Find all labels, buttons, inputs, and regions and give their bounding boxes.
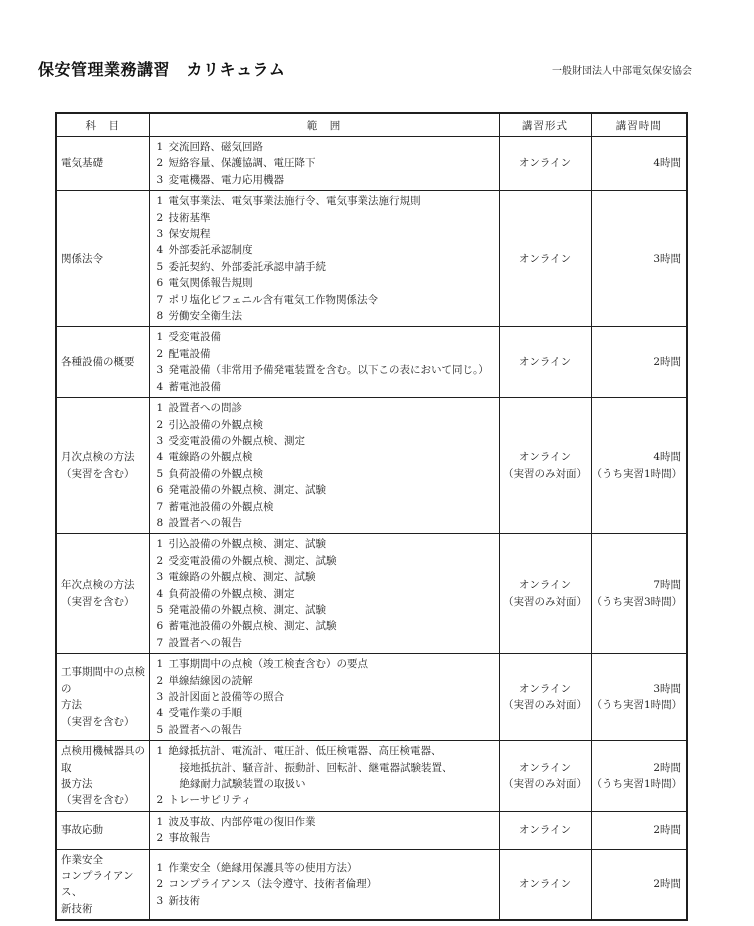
scope-item-line: 負荷設備の外観点検 [168,467,263,480]
scope-item-line: 交流回路、磁気回路 [168,141,263,153]
scope-item-text [169,876,496,892]
scope-item-line: 設置者への報告 [168,636,242,649]
scope-item [150,346,496,362]
scope-item-number: 1 [156,141,164,153]
scope-item-number: 3 [156,228,164,241]
scope-item-number: 2 [156,347,164,360]
scope-item [150,673,496,689]
scope-item-number: 4 [156,244,164,257]
subject-line: 事故応動 [61,824,103,837]
scope-cell [149,811,499,849]
scope-item [150,292,496,308]
scope-item-number: 1 [156,402,164,415]
scope-item-text [169,433,496,449]
scope-item-line: 発電設備（非常用予備発電装置を含む。以下この表において同じ。） [168,364,489,377]
scope-item-line: 設置者への問診 [168,402,242,415]
format-line: オンライン [518,682,572,695]
scope-item [150,830,496,846]
scope-item-line: 絶縁抵抗計、電流計、電圧計、低圧検電器、高圧検電器、 [168,745,442,758]
subject-line: 関係法令 [61,252,103,265]
scope-item-number: 2 [156,674,164,687]
subject-cell [56,191,149,327]
scope-item-number: 3 [156,173,164,186]
scope-item-text [169,602,496,618]
scope-item [150,722,496,738]
scope-item-line: 技術基準 [168,211,211,224]
scope-item [150,689,496,705]
table-row [56,137,687,191]
subject-line: （実習を含む） [61,794,135,807]
scope-item-number: 3 [156,364,164,377]
subject-cell [56,327,149,398]
format-line: オンライン [518,761,572,774]
scope-item-number: 5 [156,603,164,616]
scope-item [150,602,496,618]
scope-item [150,482,496,498]
scope-item [150,308,496,324]
scope-item-line: 単線結線図の読解 [168,674,253,687]
scope-item-number: 1 [156,658,164,671]
scope-item-number: 1 [156,331,164,344]
scope-item-line: 変電機器、電力応用機器 [168,173,284,186]
scope-item [150,466,496,482]
curriculum-table-body [56,137,687,921]
scope-item-number: 6 [156,277,164,290]
scope-item-line: 受電作業の手順 [168,707,242,720]
scope-item-line: 工事期間中の点検（竣工検査含む）の要点 [168,658,368,671]
scope-item-number: 2 [156,554,164,567]
scope-item-text [169,635,496,651]
scope-item-line: 電線路の外観点検 [168,451,253,464]
table-row [56,741,687,812]
hours-line: （うち実習1時間） [591,699,683,712]
scope-cell [149,654,499,741]
scope-item-line: 負荷設備の外観点検、測定 [168,587,295,600]
table-row [56,398,687,534]
scope-item-line: 受変電設備の外観点検、測定、試験 [168,554,337,567]
scope-item [150,210,496,226]
scope-item-line: 電気事業法、電気事業法施行令、電気事業法施行規則 [168,195,421,208]
scope-item-text [169,193,496,209]
hours-cell [591,327,687,398]
format-cell [499,811,591,849]
scope-item-line: 設置者への報告 [168,516,242,529]
scope-item-text [169,499,496,515]
curriculum-table [55,112,688,921]
scope-item-line: 受変電設備の外観点検、測定 [168,434,305,447]
scope-item-number: 3 [156,571,164,584]
scope-item [150,433,496,449]
scope-item-number: 2 [156,832,164,845]
scope-item [150,586,496,602]
scope-item-line: 蓄電池設備の外観点検、測定、試験 [168,620,337,633]
scope-item [150,656,496,672]
scope-item [150,635,496,651]
scope-item [150,155,496,171]
hours-line: 3時間 [653,682,681,695]
scope-item-text [169,329,496,345]
scope-item-number: 3 [156,691,164,703]
format-line: （実習のみ対面） [503,595,587,608]
scope-item [150,417,496,433]
subject-line: 扱方法 [61,778,93,791]
scope-item-number: 2 [156,157,164,170]
scope-item-text [169,292,496,308]
subject-cell [56,534,149,654]
scope-item-line: 発電設備の外観点検、測定、試験 [168,603,326,616]
hours-cell [591,654,687,741]
scope-item-number: 4 [156,707,164,720]
table-row [56,849,687,920]
scope-cell [149,534,499,654]
page-title: 保安管理業務講習 カリキュラム [38,60,286,79]
scope-item [150,259,496,275]
scope-item-number: 2 [156,878,164,891]
scope-cell [149,849,499,920]
scope-item-line: 事故報告 [168,832,211,845]
scope-item-text [169,673,496,689]
subject-line: 年次点検の方法 [61,579,135,592]
subject-line: （実習を含む） [61,715,135,728]
scope-item-line: 発電設備の外観点検、測定、試験 [168,484,326,497]
scope-item-text [169,417,496,433]
scope-item [150,499,496,515]
scope-item-line: 電気関係報告規則 [168,277,253,290]
subject-line: 方法 [61,699,82,712]
subject-line: （実習を含む） [61,467,135,480]
scope-item-text [169,259,496,275]
column-header-hours: 講習時間 [591,113,687,137]
hours-line: 2時間 [653,878,681,891]
scope-item-number: 2 [156,211,164,224]
scope-item-line: 設計図面と設備等の照合 [168,691,284,703]
scope-item-line: 蓄電池設備 [168,380,221,393]
scope-item-line: 電線路の外観点検、測定、試験 [168,571,316,584]
format-cell [499,654,591,741]
column-header-subject: 科 目 [56,113,149,137]
scope-item [150,193,496,209]
scope-item-text [169,346,496,362]
scope-item-number: 7 [156,500,164,513]
scope-item-line: 保安規程 [168,228,211,241]
subject-line: 各種設備の概要 [61,356,135,369]
subject-line: 月次点検の方法 [61,451,135,464]
table-row [56,191,687,327]
scope-item-number: 4 [156,451,164,464]
hours-line: 2時間 [653,824,681,837]
scope-item-number: 1 [156,861,164,874]
scope-item-text [169,536,496,552]
format-line: オンライン [518,356,572,369]
scope-item-line: 作業安全（絶縁用保護具等の使用方法） [168,861,358,874]
organization-name: 一般財団法人中部電気保安協会 [552,66,692,77]
format-cell [499,534,591,654]
subject-cell [56,398,149,534]
document-header [38,57,692,80]
scope-item-text [169,400,496,416]
subject-line: （実習を含む） [61,595,135,608]
subject-cell [56,137,149,191]
scope-item-line: 蓄電池設備の外観点検 [168,500,274,513]
table-row [56,654,687,741]
scope-item-text [169,792,496,808]
hours-line: （うち実習1時間） [591,778,683,791]
hours-cell [591,398,687,534]
scope-item-text [169,893,496,909]
scope-item-text [169,362,496,378]
scope-item [150,379,496,395]
scope-item [150,242,496,258]
scope-item-number: 5 [156,723,164,736]
hours-cell [591,849,687,920]
scope-item-number: 8 [156,310,164,323]
scope-item-line: 新技術 [168,894,200,907]
subject-cell [56,849,149,920]
scope-item [150,329,496,345]
scope-item-text [169,515,496,531]
scope-item-text [169,553,496,569]
format-line: （実習のみ対面） [503,467,587,480]
scope-item-text [169,814,496,830]
hours-cell [591,534,687,654]
scope-item [150,743,496,792]
scope-item [150,705,496,721]
format-line: オンライン [518,878,572,891]
scope-item-line: 受変電設備 [168,331,221,344]
scope-item-line: 外部委託承認制度 [168,244,253,257]
scope-item [150,569,496,585]
hours-cell [591,811,687,849]
scope-item-text [169,275,496,291]
scope-item-number: 1 [156,195,164,208]
scope-item [150,226,496,242]
hours-line: 2時間 [653,356,681,369]
scope-item [150,814,496,830]
format-cell [499,398,591,534]
scope-item-line: 配電設備 [168,347,211,360]
scope-item-line: 引込設備の外観点検 [168,418,263,431]
scope-item-number: 5 [156,467,164,480]
scope-item-text [169,569,496,585]
scope-item-text [169,379,496,395]
scope-item-text [169,656,496,672]
format-cell [499,327,591,398]
scope-item-text [169,172,496,188]
scope-item [150,536,496,552]
scope-item-text [169,155,496,171]
scope-item [150,515,496,531]
scope-item-line: 短絡容量、保護協調、電圧降下 [168,157,316,170]
subject-line: 新技術 [61,902,93,915]
scope-item-number: 7 [156,636,164,649]
column-header-scope: 範 囲 [149,113,499,137]
subject-line: 作業安全 [61,853,103,866]
scope-item-text [169,308,496,324]
scope-item [150,893,496,909]
scope-item-number: 1 [156,538,164,551]
scope-item-text [169,705,496,721]
subject-cell [56,654,149,741]
format-line: オンライン [518,157,572,170]
scope-item [150,876,496,892]
scope-item-line: 労働安全衛生法 [168,310,242,323]
scope-item-line: コンプライアンス（法令遵守、技術者倫理） [168,878,378,891]
scope-item-line: 絶縁耐力試験装置の取扱い [179,778,306,791]
scope-item-text [169,743,496,792]
format-line: （実習のみ対面） [503,699,587,712]
scope-item-number: 3 [156,894,164,907]
scope-item-number: 3 [156,434,164,447]
format-cell [499,849,591,920]
scope-cell [149,741,499,812]
format-line: オンライン [518,451,572,464]
scope-item-text [169,618,496,634]
subject-line: 点検用機械器具の取 [61,745,145,774]
scope-item-text [169,226,496,242]
hours-line: （うち実習3時間） [591,595,683,608]
scope-item-number: 1 [156,745,164,758]
scope-item [150,400,496,416]
scope-item [150,172,496,188]
scope-item-line: 設置者への報告 [168,723,242,736]
scope-item [150,553,496,569]
subject-cell [56,811,149,849]
subject-line: 電気基礎 [61,157,103,170]
scope-item-text [169,482,496,498]
scope-item [150,362,496,378]
scope-item-number: 8 [156,516,164,529]
hours-cell [591,191,687,327]
scope-item [150,139,496,155]
scope-item-line: 波及事故、内部停電の復旧作業 [168,815,316,828]
scope-item-number: 7 [156,293,164,306]
table-row [56,811,687,849]
scope-item-text [169,449,496,465]
scope-item-line: ポリ塩化ビフェニル含有電気工作物関係法令 [168,293,378,306]
table-row [56,327,687,398]
scope-item-text [169,860,496,876]
format-cell [499,741,591,812]
column-header-format: 講習形式 [499,113,591,137]
format-line: （実習のみ対面） [503,778,587,791]
hours-line: 2時間 [653,761,681,774]
scope-item-text [169,139,496,155]
scope-item-number: 4 [156,587,164,600]
scope-item [150,860,496,876]
scope-cell [149,191,499,327]
hours-line: （うち実習1時間） [591,467,683,480]
scope-item-number: 4 [156,380,164,393]
scope-item-line: 接地抵抗計、騒音計、振動計、回転計、継電器試験装置、 [179,761,453,774]
hours-cell [591,741,687,812]
scope-item-number: 6 [156,620,164,633]
format-line: オンライン [518,252,572,265]
format-line: オンライン [518,824,572,837]
scope-item-number: 2 [156,418,164,431]
scope-item [150,449,496,465]
subject-line: 工事期間中の点検の [61,666,145,695]
scope-cell [149,137,499,191]
scope-item [150,275,496,291]
scope-item-text [169,210,496,226]
scope-item-number: 1 [156,815,164,828]
hours-line: 7時間 [653,579,681,592]
scope-item-text [169,242,496,258]
hours-cell [591,137,687,191]
table-header-row [56,113,687,137]
scope-item-line: 引込設備の外観点検、測定、試験 [168,538,326,551]
scope-item-text [169,586,496,602]
hours-line: 4時間 [653,157,681,170]
scope-item-line: トレーサビリティ [168,794,252,807]
scope-item-text [169,689,496,705]
scope-item-text [169,722,496,738]
scope-item-number: 6 [156,484,164,497]
scope-item-text [169,830,496,846]
subject-line: コンプライアンス、 [61,870,134,899]
format-cell [499,191,591,327]
scope-item-number: 2 [156,794,164,807]
scope-item [150,618,496,634]
scope-item-number: 5 [156,260,164,273]
scope-cell [149,398,499,534]
scope-cell [149,327,499,398]
format-cell [499,137,591,191]
subject-cell [56,741,149,812]
format-line: オンライン [518,579,572,592]
scope-item-line: 委託契約、外部委託承認申請手続 [168,260,326,273]
scope-item-text [169,466,496,482]
table-row [56,534,687,654]
hours-line: 4時間 [653,451,681,464]
scope-item [150,792,496,808]
hours-line: 3時間 [653,252,681,265]
